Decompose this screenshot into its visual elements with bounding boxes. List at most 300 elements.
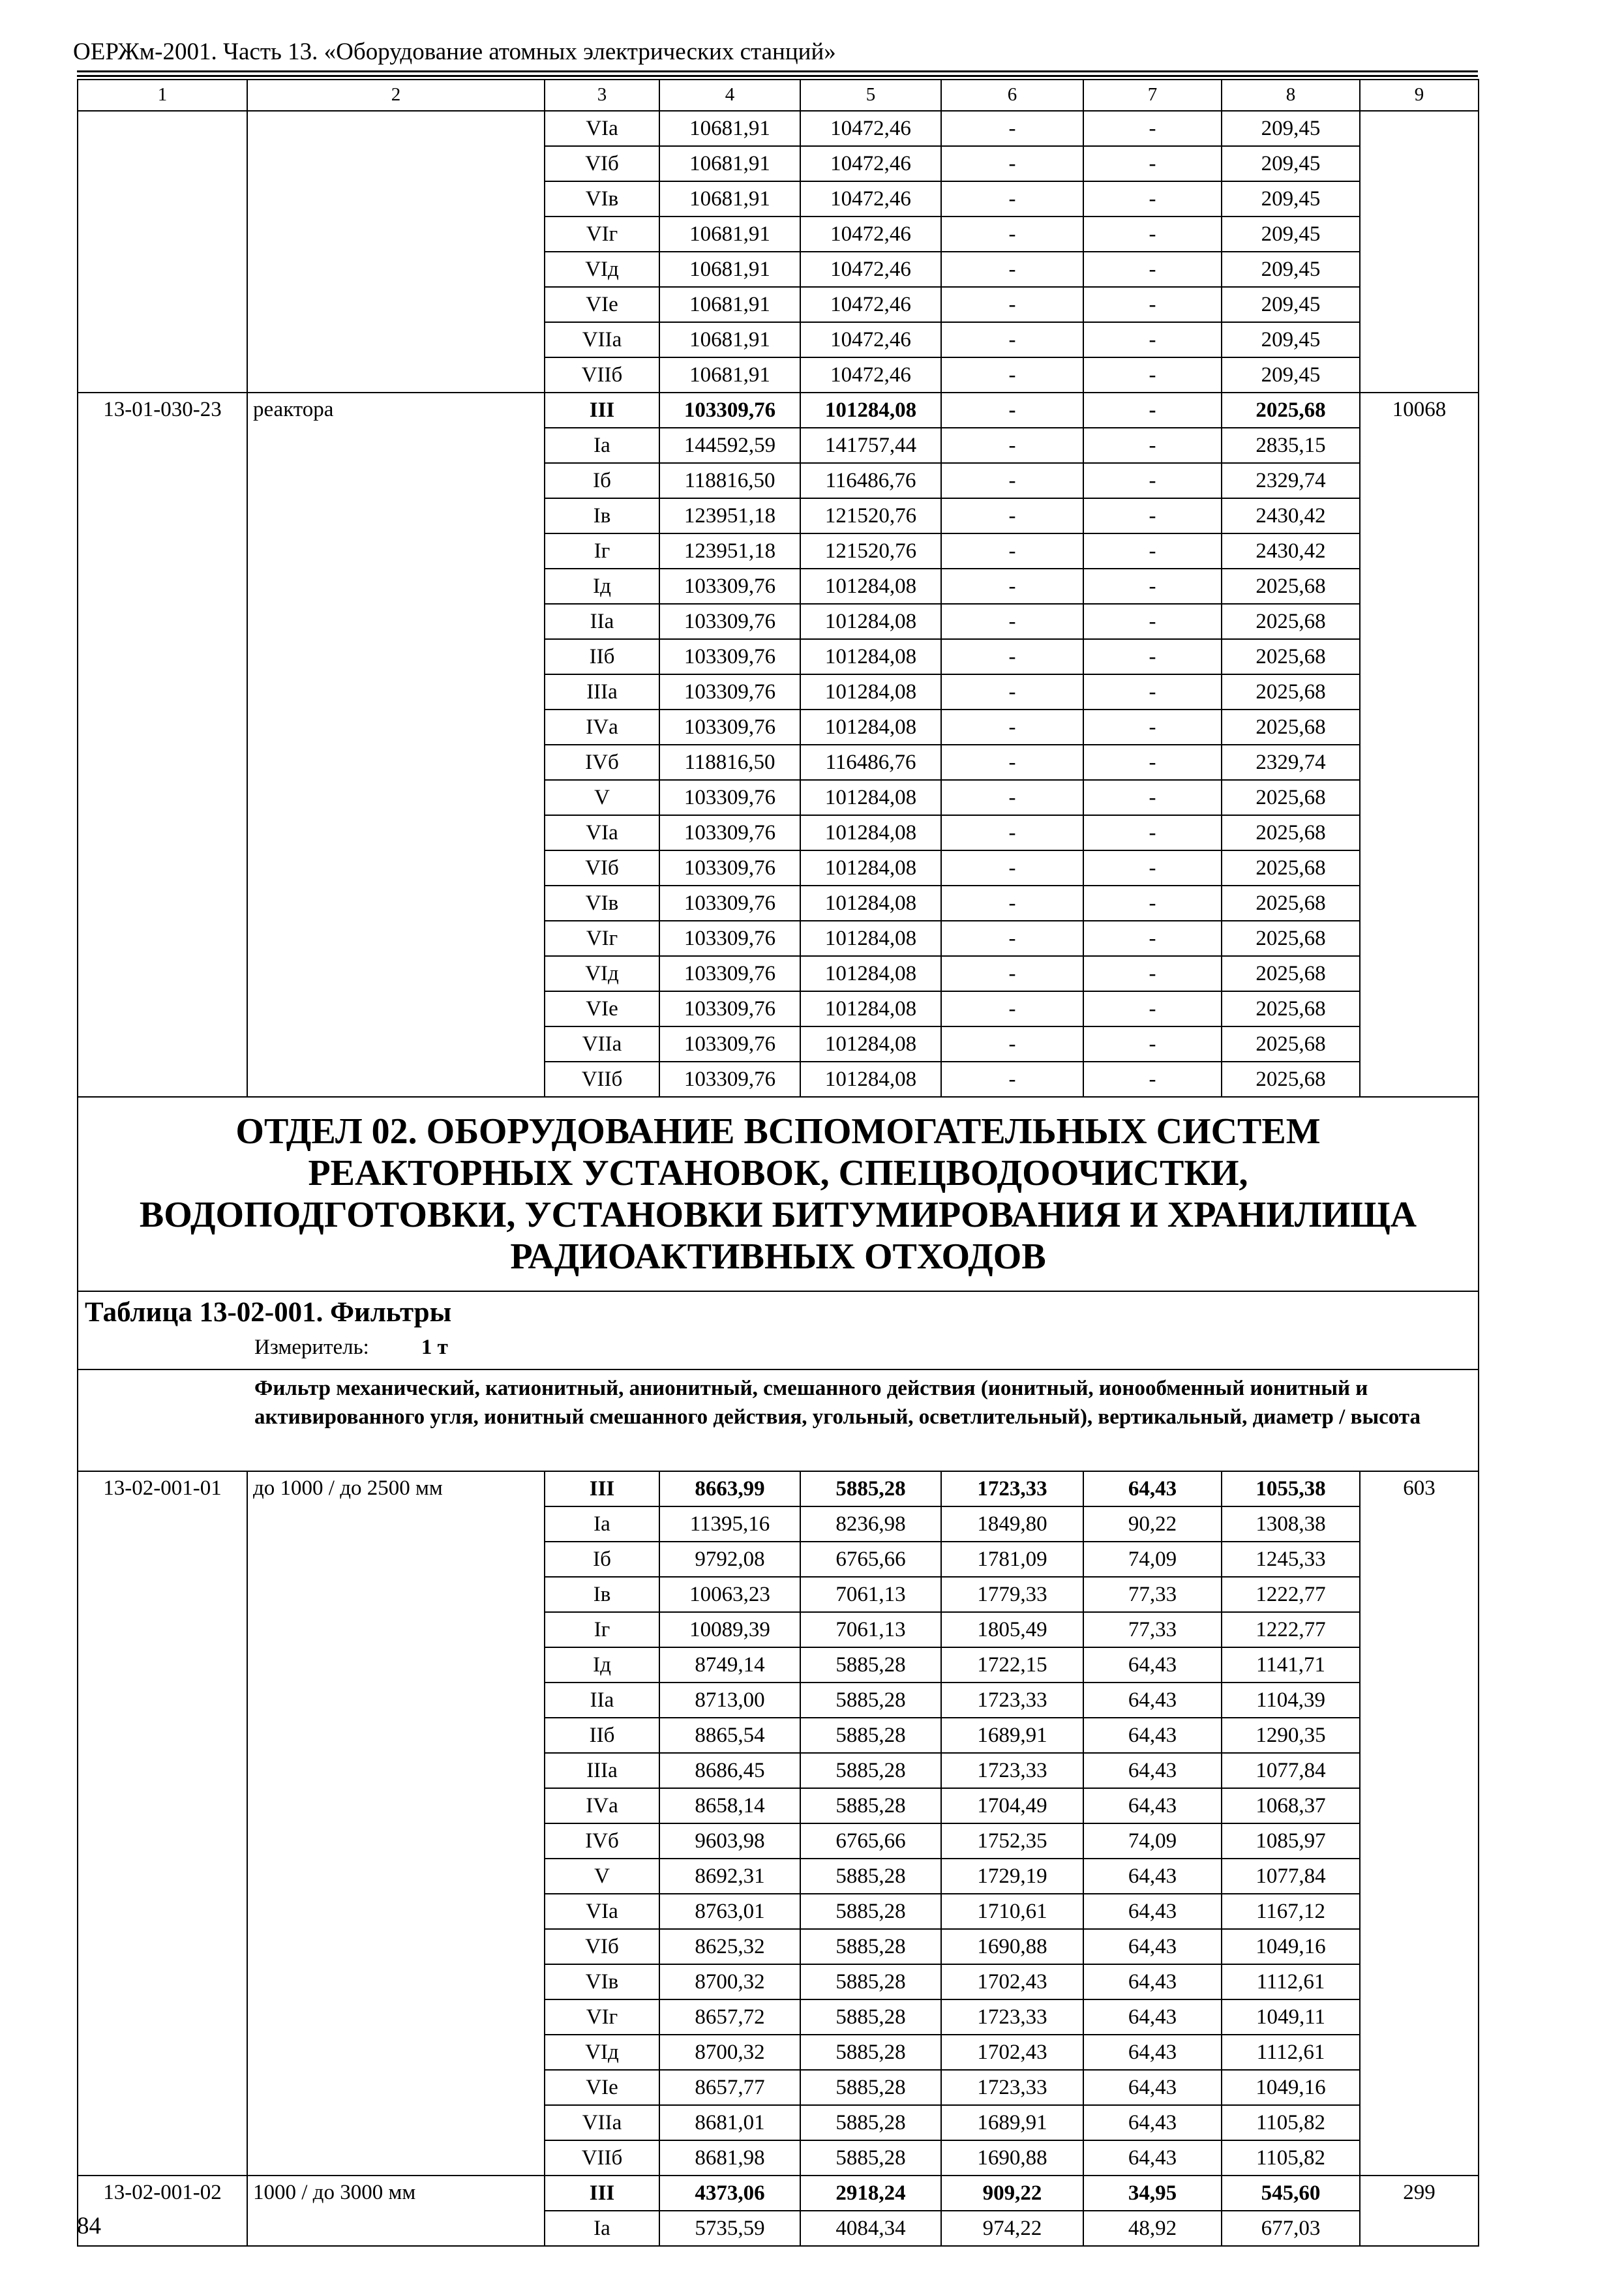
table-row [78, 1471, 1479, 1506]
cell-value: 8236,98 [800, 1506, 941, 1542]
cell-value: 1704,49 [941, 1788, 1083, 1823]
cell-value: 209,45 [1222, 181, 1360, 217]
cell-value: 101284,08 [800, 604, 941, 639]
cell-value: - [1083, 956, 1222, 991]
cell-value: 10089,39 [659, 1612, 800, 1647]
cell-value: 909,22 [941, 2176, 1083, 2211]
cell-value: 116486,76 [800, 745, 941, 780]
cell-value: 1222,77 [1222, 1577, 1360, 1612]
cell-value: 8700,32 [659, 1964, 800, 1999]
cell-value: - [941, 921, 1083, 956]
column-number-row [78, 80, 1479, 111]
cell-value: 2430,42 [1222, 498, 1360, 533]
cell-value: 8663,99 [659, 1471, 800, 1506]
cell-value: 8681,98 [659, 2140, 800, 2176]
cell-value: 123951,18 [659, 498, 800, 533]
cell-value: 11395,16 [659, 1506, 800, 1542]
cell-value: 2329,74 [1222, 745, 1360, 780]
cell-coefficient: VIе [545, 287, 659, 322]
cell-value: 2430,42 [1222, 533, 1360, 569]
column-number: 3 [545, 80, 659, 111]
cell-value: 8763,01 [659, 1894, 800, 1929]
cell-value: 10472,46 [800, 357, 941, 393]
cell-value: 101284,08 [800, 991, 941, 1026]
cell-value: - [1083, 217, 1222, 252]
column-number: 4 [659, 80, 800, 111]
cell-value: 1245,33 [1222, 1542, 1360, 1577]
header-rule [77, 75, 1478, 77]
cell-coefficient: VIб [545, 146, 659, 181]
column-number: 5 [800, 80, 941, 111]
cell-value: 103309,76 [659, 604, 800, 639]
cell-value: 5885,28 [800, 1964, 941, 1999]
cell-value: 1049,11 [1222, 1999, 1360, 2035]
cell-value: 1055,38 [1222, 1471, 1360, 1506]
cell-value: 6765,66 [800, 1542, 941, 1577]
page-header: ОЕРЖм-2001. Часть 13. «Оборудование атомных электрических станций» [73, 38, 836, 65]
cell-coefficient: VIв [545, 1964, 659, 1999]
cell-value: 1049,16 [1222, 1929, 1360, 1964]
cell-value: - [941, 780, 1083, 815]
cell-coefficient: IIIа [545, 1753, 659, 1788]
cell-value: 2329,74 [1222, 463, 1360, 498]
cell-value: - [1083, 850, 1222, 886]
cell-coefficient: IVа [545, 710, 659, 745]
cell-value: 103309,76 [659, 886, 800, 921]
cell-value: 64,43 [1083, 1859, 1222, 1894]
description-row [78, 1369, 1479, 1471]
cell-value: 1723,33 [941, 1999, 1083, 2035]
cell-value: - [1083, 287, 1222, 322]
cell-value: 5885,28 [800, 2140, 941, 2176]
cell-value: 2025,68 [1222, 1026, 1360, 1062]
cell-value: 8713,00 [659, 1683, 800, 1718]
cell-value: 101284,08 [800, 815, 941, 850]
cell-coefficient: VIг [545, 921, 659, 956]
cell-resource: 10068 [1360, 393, 1479, 1097]
cell-value: - [1083, 357, 1222, 393]
cell-coefficient: VIIа [545, 2105, 659, 2140]
cell-value: 2918,24 [800, 2176, 941, 2211]
cell-value: - [941, 252, 1083, 287]
cell-value: - [941, 322, 1083, 357]
cell-coefficient: IIIа [545, 674, 659, 710]
cell-value: 1690,88 [941, 1929, 1083, 1964]
cell-value: - [1083, 780, 1222, 815]
cell-coefficient: VIIб [545, 2140, 659, 2176]
cell-value: 1077,84 [1222, 1753, 1360, 1788]
unit-label: Измеритель: [254, 1336, 369, 1360]
cell-value: 1689,91 [941, 1718, 1083, 1753]
cell-value: 5885,28 [800, 1471, 941, 1506]
cell-value: - [1083, 393, 1222, 428]
cell-value: 8749,14 [659, 1647, 800, 1683]
cell-value: 2025,68 [1222, 604, 1360, 639]
cell-value: 144592,59 [659, 428, 800, 463]
cell-value: 8657,72 [659, 1999, 800, 2035]
cell-value: 2025,68 [1222, 921, 1360, 956]
cell-value: 101284,08 [800, 639, 941, 674]
table-row [78, 2176, 1479, 2211]
cell-value: 2835,15 [1222, 428, 1360, 463]
cell-value: 8625,32 [659, 1929, 800, 1964]
cell-value: - [941, 850, 1083, 886]
cell-coefficient: III [545, 2176, 659, 2211]
cell-value: 2025,68 [1222, 393, 1360, 428]
cell-value: - [941, 1062, 1083, 1097]
cell-value: 5885,28 [800, 2035, 941, 2070]
cell-value: 101284,08 [800, 886, 941, 921]
cell-value: 1723,33 [941, 1471, 1083, 1506]
cell-coefficient: IIа [545, 604, 659, 639]
table-title: Таблица 13-02-001. Фильтры [85, 1297, 452, 1328]
table-description: Фильтр механический, катионитный, анионитный, смешанного действия (ионитный, ионообменный ионитный и активированного угля, ионитный смешанного действия, угольный, осветлительный), вертикальный, диаметр / высота [78, 1369, 1479, 1471]
cell-value: 1849,80 [941, 1506, 1083, 1542]
cell-coefficient: VIв [545, 886, 659, 921]
cell-coefficient: V [545, 780, 659, 815]
cell-value: 64,43 [1083, 2070, 1222, 2105]
cell-value: 1068,37 [1222, 1788, 1360, 1823]
cell-value: - [941, 146, 1083, 181]
cell-value: 1722,15 [941, 1647, 1083, 1683]
cell-value: - [1083, 1062, 1222, 1097]
cell-value: 10681,91 [659, 252, 800, 287]
cell-value: 64,43 [1083, 1753, 1222, 1788]
cell-value: 101284,08 [800, 569, 941, 604]
cell-value: - [941, 357, 1083, 393]
cell-value: 103309,76 [659, 1026, 800, 1062]
table-title-row [78, 1291, 1479, 1369]
cell-code: 13-02-001-02 [78, 2176, 247, 2246]
cell-value: 1112,61 [1222, 2035, 1360, 2070]
cell-value: - [1083, 639, 1222, 674]
cell-value: - [941, 886, 1083, 921]
cell-value: 64,43 [1083, 1471, 1222, 1506]
cell-value: 64,43 [1083, 1964, 1222, 1999]
cell-value: 10472,46 [800, 252, 941, 287]
cell-value: - [1083, 252, 1222, 287]
cell-value: 64,43 [1083, 1683, 1222, 1718]
cell-value: 64,43 [1083, 1894, 1222, 1929]
cell-value: 101284,08 [800, 956, 941, 991]
cell-value: - [1083, 710, 1222, 745]
cell-value: 101284,08 [800, 393, 941, 428]
cell-value: 209,45 [1222, 252, 1360, 287]
cell-value: - [1083, 991, 1222, 1026]
cell-coefficient: IIб [545, 1718, 659, 1753]
cell-value: - [1083, 498, 1222, 533]
cell-value: 5735,59 [659, 2211, 800, 2246]
cell-coefficient: Iг [545, 1612, 659, 1647]
cell-code: 13-02-001-01 [78, 1471, 247, 2176]
cell-value: 1723,33 [941, 1683, 1083, 1718]
cell-value: - [941, 1026, 1083, 1062]
unit-value: 1 т [421, 1336, 448, 1360]
cell-value: 5885,28 [800, 2105, 941, 2140]
cell-value: 10472,46 [800, 217, 941, 252]
cell-value: 6765,66 [800, 1823, 941, 1859]
cell-value: 103309,76 [659, 921, 800, 956]
cell-value: - [941, 393, 1083, 428]
cell-value: - [941, 674, 1083, 710]
cell-value: 1290,35 [1222, 1718, 1360, 1753]
cell-value: 974,22 [941, 2211, 1083, 2246]
cell-value: - [941, 111, 1083, 146]
cell-value: 1077,84 [1222, 1859, 1360, 1894]
cell-coefficient: Iг [545, 533, 659, 569]
cell-value: 8700,32 [659, 2035, 800, 2070]
cell-value: 1049,16 [1222, 2070, 1360, 2105]
cell-value: 10681,91 [659, 322, 800, 357]
cell-value: 121520,76 [800, 533, 941, 569]
column-number: 2 [247, 80, 545, 111]
cell-name: 1000 / до 3000 мм [247, 2176, 545, 2246]
cell-value: 8657,77 [659, 2070, 800, 2105]
cell-coefficient: VIд [545, 2035, 659, 2070]
cell-coefficient: III [545, 393, 659, 428]
page-number: 84 [77, 2213, 101, 2239]
cell-value: 103309,76 [659, 991, 800, 1026]
cell-value: 64,43 [1083, 1647, 1222, 1683]
price-table [77, 79, 1479, 2247]
cell-value: - [1083, 181, 1222, 217]
cell-coefficient: VIг [545, 217, 659, 252]
cell-value: 90,22 [1083, 1506, 1222, 1542]
cell-value: - [941, 956, 1083, 991]
cell-coefficient: IIа [545, 1683, 659, 1718]
cell-value: - [1083, 886, 1222, 921]
cell-value: 103309,76 [659, 393, 800, 428]
cell-value: 8865,54 [659, 1718, 800, 1753]
cell-coefficient: VIIб [545, 357, 659, 393]
cell-coefficient: Iа [545, 2211, 659, 2246]
cell-code [78, 111, 247, 393]
cell-coefficient: VIб [545, 1929, 659, 1964]
cell-value: 10681,91 [659, 357, 800, 393]
cell-value: - [1083, 921, 1222, 956]
section-title [78, 1097, 1479, 1291]
cell-value: 4084,34 [800, 2211, 941, 2246]
cell-coefficient: VIд [545, 252, 659, 287]
cell-value: 10681,91 [659, 181, 800, 217]
cell-code: 13-01-030-23 [78, 393, 247, 1097]
column-number: 7 [1083, 80, 1222, 111]
cell-coefficient: Iа [545, 1506, 659, 1542]
cell-value: 5885,28 [800, 1999, 941, 2035]
cell-value: - [1083, 815, 1222, 850]
cell-value: 64,43 [1083, 2140, 1222, 2176]
cell-value: 5885,28 [800, 1894, 941, 1929]
cell-value: 209,45 [1222, 287, 1360, 322]
cell-value: 10472,46 [800, 322, 941, 357]
cell-value: 2025,68 [1222, 710, 1360, 745]
table-row [78, 393, 1479, 428]
cell-value: 1690,88 [941, 2140, 1083, 2176]
cell-value: - [941, 991, 1083, 1026]
cell-value: - [1083, 428, 1222, 463]
cell-value: 1702,43 [941, 1964, 1083, 1999]
cell-value: 103309,76 [659, 850, 800, 886]
cell-value: - [1083, 533, 1222, 569]
cell-value: 1689,91 [941, 2105, 1083, 2140]
cell-value: 8692,31 [659, 1859, 800, 1894]
cell-coefficient: IIб [545, 639, 659, 674]
cell-value: 2025,68 [1222, 991, 1360, 1026]
cell-value: 5885,28 [800, 1788, 941, 1823]
cell-value: 101284,08 [800, 780, 941, 815]
cell-value: 1222,77 [1222, 1612, 1360, 1647]
cell-value: 74,09 [1083, 1823, 1222, 1859]
cell-value: 64,43 [1083, 1788, 1222, 1823]
cell-value: 103309,76 [659, 815, 800, 850]
cell-value: 2025,68 [1222, 956, 1360, 991]
cell-value: 1105,82 [1222, 2105, 1360, 2140]
cell-value: - [1083, 322, 1222, 357]
cell-resource: 603 [1360, 1471, 1479, 2176]
cell-coefficient: Iа [545, 428, 659, 463]
section-title-line: ОТДЕЛ 02. ОБОРУДОВАНИЕ ВСПОМОГАТЕЛЬНЫХ СИСТЕМ [235, 1111, 1321, 1152]
cell-resource: 299 [1360, 2176, 1479, 2246]
cell-coefficient: VIе [545, 2070, 659, 2105]
cell-value: 1779,33 [941, 1577, 1083, 1612]
cell-value: - [941, 498, 1083, 533]
cell-value: 123951,18 [659, 533, 800, 569]
cell-value: 77,33 [1083, 1612, 1222, 1647]
cell-value: 101284,08 [800, 921, 941, 956]
cell-value: - [941, 710, 1083, 745]
cell-value: 101284,08 [800, 674, 941, 710]
cell-value: - [941, 604, 1083, 639]
cell-value: 5885,28 [800, 1718, 941, 1753]
column-number: 1 [78, 80, 247, 111]
cell-coefficient: Iб [545, 1542, 659, 1577]
cell-value: 1167,12 [1222, 1894, 1360, 1929]
cell-coefficient: VIа [545, 815, 659, 850]
cell-value: 34,95 [1083, 2176, 1222, 2211]
cell-name: до 1000 / до 2500 мм [247, 1471, 545, 2176]
cell-value: 209,45 [1222, 217, 1360, 252]
table-row [78, 111, 1479, 146]
cell-value: 64,43 [1083, 1999, 1222, 2035]
cell-value: - [941, 287, 1083, 322]
column-number: 6 [941, 80, 1083, 111]
cell-value: - [941, 533, 1083, 569]
cell-value: 5885,28 [800, 1683, 941, 1718]
cell-value: 10681,91 [659, 217, 800, 252]
cell-value: 2025,68 [1222, 850, 1360, 886]
cell-coefficient: VIIа [545, 1026, 659, 1062]
cell-value: 1752,35 [941, 1823, 1083, 1859]
cell-value: 103309,76 [659, 674, 800, 710]
unit-line [254, 1336, 1478, 1359]
cell-value: 8686,45 [659, 1753, 800, 1788]
cell-value: 101284,08 [800, 1062, 941, 1097]
cell-coefficient: VIб [545, 850, 659, 886]
cell-value: 9792,08 [659, 1542, 800, 1577]
cell-coefficient: V [545, 1859, 659, 1894]
cell-value: 1141,71 [1222, 1647, 1360, 1683]
cell-value: 118816,50 [659, 745, 800, 780]
cell-coefficient: VIIа [545, 322, 659, 357]
cell-coefficient: Iв [545, 498, 659, 533]
cell-value: 209,45 [1222, 357, 1360, 393]
cell-coefficient: Iв [545, 1577, 659, 1612]
cell-value: 10681,91 [659, 287, 800, 322]
cell-value: 1308,38 [1222, 1506, 1360, 1542]
cell-value: 48,92 [1083, 2211, 1222, 2246]
cell-value: - [941, 569, 1083, 604]
cell-name: реактора [247, 393, 545, 1097]
header-rule [77, 70, 1478, 72]
cell-value: 1085,97 [1222, 1823, 1360, 1859]
cell-value: 2025,68 [1222, 674, 1360, 710]
cell-value: 7061,13 [800, 1577, 941, 1612]
cell-value: - [941, 745, 1083, 780]
cell-value: 10681,91 [659, 111, 800, 146]
cell-value: - [1083, 745, 1222, 780]
cell-value: - [1083, 111, 1222, 146]
cell-coefficient: VIа [545, 1894, 659, 1929]
cell-value: 2025,68 [1222, 639, 1360, 674]
cell-value: 103309,76 [659, 710, 800, 745]
cell-value: 1729,19 [941, 1859, 1083, 1894]
cell-value: - [1083, 674, 1222, 710]
cell-value: 10472,46 [800, 287, 941, 322]
cell-value: 101284,08 [800, 850, 941, 886]
cell-value: 2025,68 [1222, 569, 1360, 604]
cell-value: 118816,50 [659, 463, 800, 498]
cell-value: 5885,28 [800, 1859, 941, 1894]
cell-value: - [941, 815, 1083, 850]
cell-value: 103309,76 [659, 780, 800, 815]
cell-coefficient: Iд [545, 1647, 659, 1683]
cell-value: 10681,91 [659, 146, 800, 181]
cell-value: 677,03 [1222, 2211, 1360, 2246]
cell-coefficient: IVб [545, 745, 659, 780]
column-number: 9 [1360, 80, 1479, 111]
cell-value: 141757,44 [800, 428, 941, 463]
cell-value: 121520,76 [800, 498, 941, 533]
cell-value: 64,43 [1083, 1718, 1222, 1753]
cell-value: 10472,46 [800, 111, 941, 146]
section-title-line: РЕАКТОРНЫХ УСТАНОВОК, СПЕЦВОДООЧИСТКИ, [308, 1153, 1248, 1193]
cell-value: - [1083, 146, 1222, 181]
cell-coefficient: IVа [545, 1788, 659, 1823]
cell-value: 1805,49 [941, 1612, 1083, 1647]
cell-value: - [1083, 463, 1222, 498]
cell-coefficient: VIг [545, 1999, 659, 2035]
cell-value: 10472,46 [800, 146, 941, 181]
cell-name [247, 111, 545, 393]
cell-resource [1360, 111, 1479, 393]
cell-value: 8658,14 [659, 1788, 800, 1823]
cell-value: 101284,08 [800, 1026, 941, 1062]
cell-value: 77,33 [1083, 1577, 1222, 1612]
cell-value: 2025,68 [1222, 886, 1360, 921]
cell-value: 64,43 [1083, 2035, 1222, 2070]
cell-value: 4373,06 [659, 2176, 800, 2211]
cell-value: 10472,46 [800, 181, 941, 217]
cell-coefficient: VIIб [545, 1062, 659, 1097]
cell-value: 209,45 [1222, 146, 1360, 181]
cell-value: - [1083, 1026, 1222, 1062]
cell-value: - [941, 428, 1083, 463]
cell-value: 64,43 [1083, 1929, 1222, 1964]
table-heading [78, 1291, 1479, 1369]
cell-value: 1710,61 [941, 1894, 1083, 1929]
cell-value: 209,45 [1222, 322, 1360, 357]
cell-value: - [941, 217, 1083, 252]
